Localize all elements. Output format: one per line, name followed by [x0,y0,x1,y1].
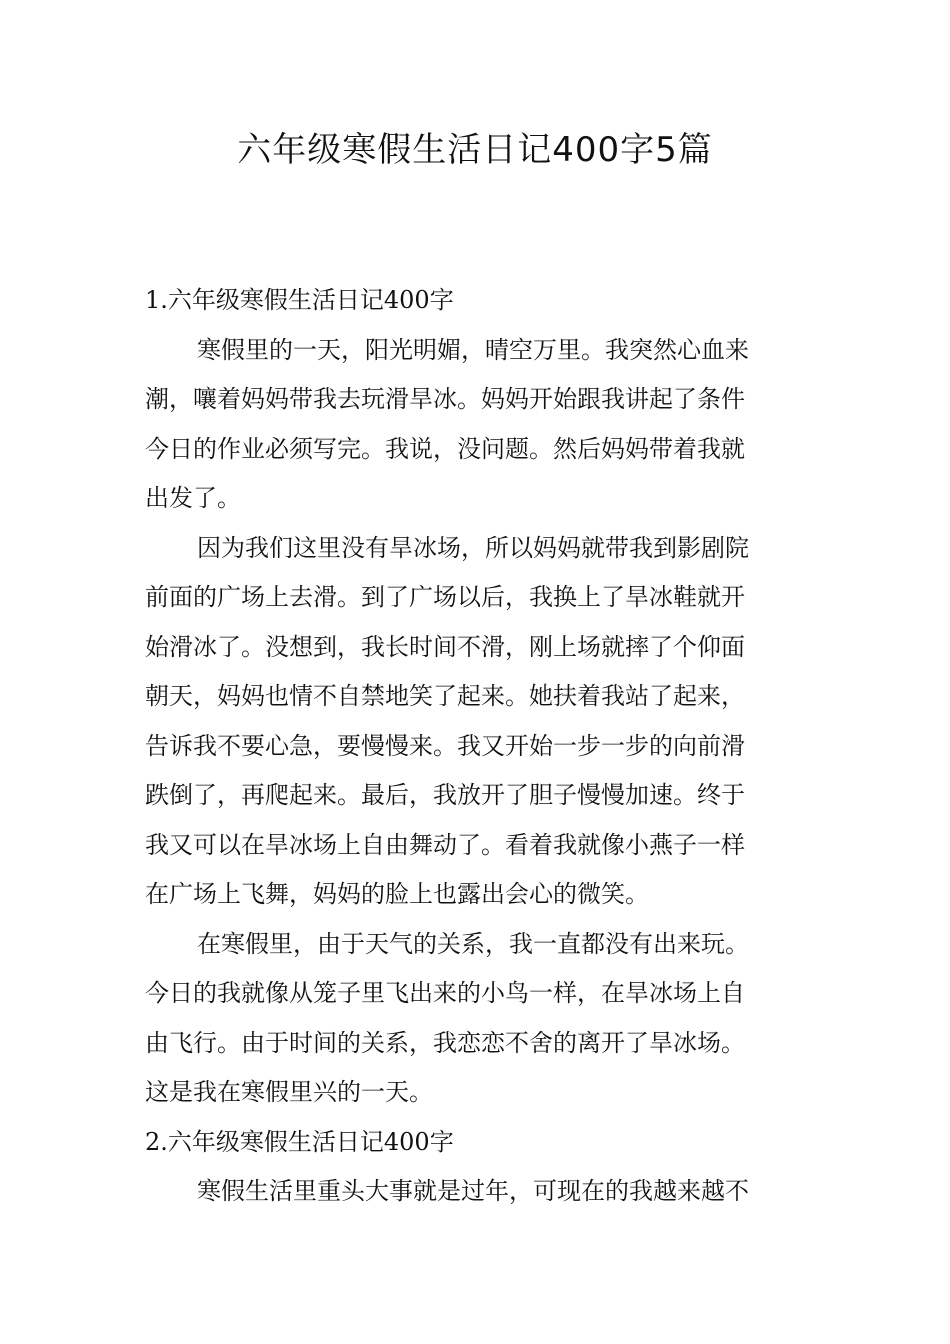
paragraph-line: 今日的作业必须写完。我说，没问题。然后妈妈带着我就 [145,434,745,463]
paragraph-line: 寒假里的一天，阳光明媚，晴空万里。我突然心血来 [197,335,749,364]
paragraph-line: 跌倒了，再爬起来。最后，我放开了胆子慢慢加速。终于 [145,781,745,809]
paragraph-line: 出发了。 [145,484,241,512]
paragraph-line: 始滑冰了。没想到，我长时间不滑，刚上场就摔了个仰面 [145,632,745,661]
paragraph-line: 今日的我就像从笼子里飞出来的小鸟一样，在旱冰场上自 [145,979,745,1007]
document-body [145,276,809,1217]
paragraph-line: 这是我在寒假里兴的一天。 [145,1078,433,1106]
paragraph-line: 在寒假里，由于天气的关系，我一直都没有出来玩。 [197,929,749,958]
paragraph-line: 前面的广场上去滑。到了广场以后，我换上了旱冰鞋就开 [145,583,745,611]
section-heading: 1.六年级寒假生活日记400字 [145,286,454,314]
document-title: 六年级寒假生活日记400字5篇 [237,130,713,170]
paragraph-line: 潮，嚷着妈妈带我去玩滑旱冰。妈妈开始跟我讲起了条件 [145,385,745,413]
paragraph-line: 朝天，妈妈也情不自禁地笑了起来。她扶着我站了起来， [145,682,745,710]
paragraph-line: 寒假生活里重头大事就是过年，可现在的我越来越不 [197,1177,749,1205]
paragraph-line: 因为我们这里没有旱冰场，所以妈妈就带我到影剧院 [197,533,749,562]
paragraph-line: 由飞行。由于时间的关系，我恋恋不舍的离开了旱冰场。 [145,1028,745,1057]
paragraph-line: 在广场上飞舞，妈妈的脸上也露出会心的微笑。 [145,880,649,908]
section-heading: 2.六年级寒假生活日记400字 [145,1127,454,1156]
paragraph-line: 我又可以在旱冰场上自由舞动了。看着我就像小燕子一样 [145,830,745,859]
paragraph-line: 告诉我不要心急，要慢慢来。我又开始一步一步的向前滑 [145,731,745,760]
